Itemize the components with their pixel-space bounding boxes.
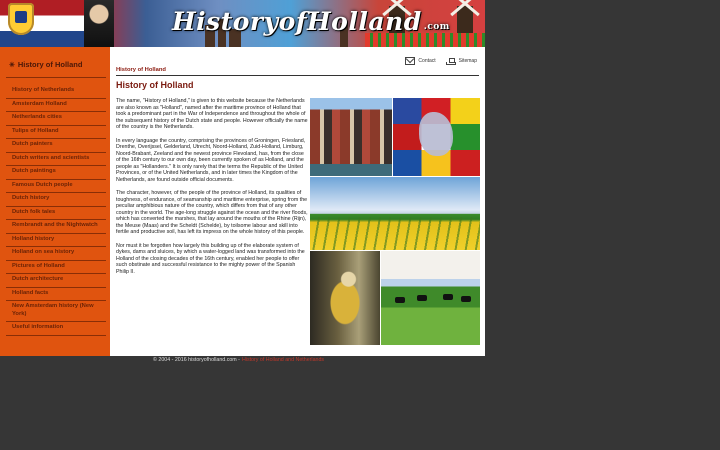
nav-item-pictures-of-holland — [6, 261, 106, 275]
sitemap-link[interactable] — [446, 58, 477, 65]
nav-item-dutch-paintings — [6, 166, 106, 180]
nav-item-amsterdam-holland — [6, 99, 106, 113]
main-content — [111, 47, 485, 356]
nav-link[interactable]: Dutch architecture — [12, 276, 64, 282]
nav-item-dutch-writers — [6, 153, 106, 167]
cow-image — [443, 294, 453, 300]
site-title-text: HistoryofHolland — [172, 7, 422, 36]
nav-item-rembrandt — [6, 220, 106, 234]
sitemap-icon — [446, 58, 456, 65]
top-links — [405, 57, 477, 65]
nav-link[interactable]: Useful information — [12, 324, 64, 330]
site-banner[interactable] — [0, 0, 485, 47]
nav-link[interactable]: Dutch paintings — [12, 168, 56, 174]
breadcrumb[interactable]: History of Holland — [116, 67, 166, 73]
nav-item-dutch-history — [6, 193, 106, 207]
nav-item-dutch-architecture — [6, 274, 106, 288]
coat-of-arms-icon — [8, 3, 34, 35]
windmill-icon — [457, 6, 473, 34]
cow-image — [395, 297, 405, 303]
nav-item-new-amsterdam — [6, 301, 106, 322]
nav-title-text: History of Holland — [17, 60, 83, 69]
article-paragraph: In every language the country, comprising the provinces of Groningen, Friesland, Drenthe, Overijssel, Gelderland, Utrecht, Noord-Holland, Zuid-Holland, Limburg, Noord-Brabant, Zeeland and the newest province Flevoland, has, from the close of the 16th century to our own day, been currently spoken of as Holland, and the people as "Hollanders." It is only rarely that the terms the Republic of the United Provinces, or of the United Netherlands, and in later times the Kingdom of the Netherlands, are found outside official documents. — [116, 137, 306, 183]
article-paragraph: Nor must it be forgotten how largely this building up of the elaborate system of dykes, dams and sluices, by which a water-logged land was transformed into the Holland of the closing decades of the 16th century, enabled her people to offer such obstinate and successful resistance to the mighty power of the Spanish Philip II. — [116, 242, 305, 275]
nav-item-history-of-netherlands — [6, 85, 106, 99]
nav-divider — [6, 77, 106, 78]
nav-link[interactable]: Pictures of Holland — [12, 262, 65, 269]
article-paragraph: The name, "History of Holland," is given to this website because the Netherlands are also known as "Holland", named after the maritime province of Holland that took a predominant part in the War of Independence and throughout the whole of the subsequent history of the Dutch state and people. However officially the name of the country is the Netherlands. — [116, 98, 308, 130]
nav-item-famous-dutch-people — [6, 180, 106, 194]
sitemap-label: Sitemap — [458, 58, 477, 64]
nav-link[interactable]: Dutch painters — [12, 141, 53, 147]
nav-item-netherlands-cities — [6, 112, 106, 126]
nav-item-useful-information — [6, 322, 106, 336]
contact-link[interactable] — [405, 57, 435, 65]
nav-link[interactable]: Dutch history — [12, 195, 50, 201]
nav-link[interactable]: History of Netherlands — [12, 87, 75, 93]
contact-label: Contact — [418, 58, 436, 64]
milkmaid-painting-photo — [310, 251, 380, 345]
cows-pasture-photo — [381, 251, 480, 345]
footer-copyright: © 2004 - 2016 historyofholland.com - — [153, 357, 240, 363]
left-navigation — [0, 47, 110, 356]
star-icon: ✳ — [9, 62, 15, 69]
nav-item-holland-on-sea — [6, 247, 106, 261]
province-flags-map-photo — [393, 98, 480, 176]
nav-link[interactable]: Holland facts — [12, 289, 49, 296]
nav-item-tulips-of-holland — [6, 126, 106, 140]
nav-item-holland-facts — [6, 288, 106, 302]
nav-item-holland-history — [6, 234, 106, 248]
site-title[interactable] — [172, 7, 450, 36]
nav-title[interactable] — [9, 60, 82, 69]
nav-link[interactable]: Famous Dutch people — [12, 181, 73, 188]
footer-link[interactable]: History of Holland and Netherlands — [241, 357, 325, 363]
page-title: History of Holland — [116, 80, 194, 90]
article-paragraph: The character, however, of the people of the province of Holland, its qualities of toughness, of endurance, of seamanship and maritime enterprise, spring from the peculiar amphibious nature of the country, which differs from that of any other country in the world. The age-long struggle against the ocean and the river floods, which has converted the marshes, that lay around the mouths of the Rhine (Rijn), the Meuse (Maas) and the Scheldt (Schelde), by toilsome labour and skill into fertile and productive soil, has left its impress on the whole history of this people. — [116, 190, 308, 235]
nav-link[interactable]: New Amsterdam history (New York) — [12, 303, 94, 317]
nav-item-dutch-folk-tales — [6, 207, 106, 221]
nav-link[interactable]: Rembrandt and the Nightwatch — [12, 222, 98, 228]
cow-image — [417, 295, 427, 301]
nav-link[interactable]: Holland on sea history — [12, 249, 75, 255]
nav-link[interactable]: Dutch folk tales — [12, 208, 56, 215]
nav-link[interactable]: Tulips of Holland — [12, 127, 59, 134]
nav-link[interactable]: Holland history — [12, 235, 55, 242]
site-domain-text: .com — [423, 22, 450, 32]
breadcrumb-divider — [116, 75, 479, 76]
article-text — [116, 98, 308, 282]
envelope-icon — [405, 57, 415, 65]
tulip-field-photo — [310, 177, 480, 250]
canal-houses-photo — [310, 98, 392, 176]
nav-item-dutch-painters — [6, 139, 106, 153]
nav-link[interactable]: Amsterdam Holland — [12, 100, 67, 107]
cow-image — [461, 296, 471, 302]
portrait-image — [84, 0, 114, 47]
nav-menu — [6, 85, 106, 336]
nav-link[interactable]: Dutch writers and scientists — [12, 154, 90, 161]
nav-link[interactable]: Netherlands cities — [12, 114, 62, 120]
footer — [153, 357, 324, 363]
